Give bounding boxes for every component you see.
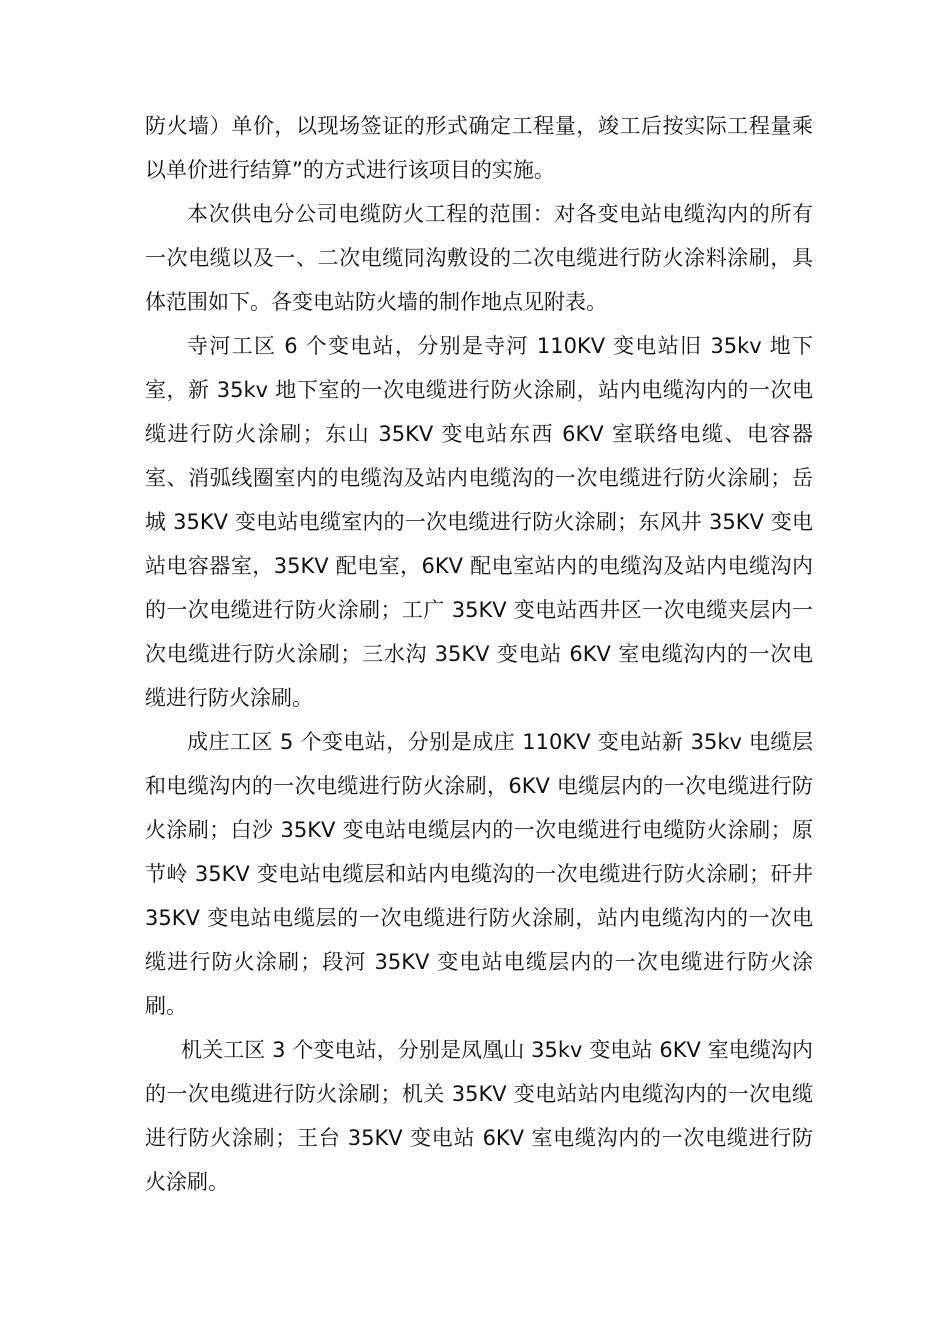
paragraph-jiguan-district: 机关工区 3 个变电站，分别是凤凰山 35kv 变电站 6KV 室电缆沟内的一次电缆进行防火涂刷；机关 35KV 变电站站内电缆沟内的一次电缆进行防火涂刷；王台 35KV 变电站 6KV 室电缆沟内的一次电缆进行防火涂刷。 [145,1038,813,1194]
paragraph-scope: 本次供电分公司电缆防火工程的范围：对各变电站电缆沟内的所有一次电缆以及一、二次电缆同沟敷设的二次电缆进行防火涂料涂刷，具体范围如下。各变电站防火墙的制作地点见附表。 [145,202,813,314]
paragraph-sihe-district: 寺河工区 6 个变电站，分别是寺河 110KV 变电站旧 35kv 地下室，新 35kv 地下室的一次电缆进行防火涂刷，站内电缆沟内的一次电缆进行防火涂刷；东山 35KV 变电站东西 6KV 室联络电缆、电容器室、消弧线圈室内的电缆沟及站内电缆沟的一次电缆进行防火涂刷；岳城 35KV 变电站电缆室内的一次电缆进行防火涂刷；东风井 35KV 变电站电容器室，35KV 配电室，6KV 配电室站内的电缆沟及站内电缆沟内的一次电缆进行防火涂刷；工广 35KV 变电站西井区一次电缆夹层内一次电缆进行防火涂刷；三水沟 35KV 变电站 6KV 室电缆沟内的一次电缆进行防火涂刷。 [145,334,813,710]
document-body [145,104,813,1204]
paragraph-chengzhuang-district: 成庄工区 5 个变电站，分别是成庄 110KV 变电站新 35kv 电缆层和电缆沟内的一次电缆进行防火涂刷，6KV 电缆层内的一次电缆进行防火涂刷；白沙 35KV 变电站电缆层内的一次电缆进行电缆防火涂刷；原节岭 35KV 变电站电缆层和站内电缆沟的一次电缆进行防火涂刷；矸井 35KV 变电站电缆层的一次电缆进行防火涂刷，站内电缆沟内的一次电缆进行防火涂刷；段河 35KV 变电站电缆层内的一次电缆进行防火涂刷。 [145,730,813,1018]
paragraph-continuation: 防火墙）单价，以现场签证的形式确定工程量，竣工后按实际工程量乘以单价进行结算”的方式进行该项目的实施。 [145,114,813,182]
